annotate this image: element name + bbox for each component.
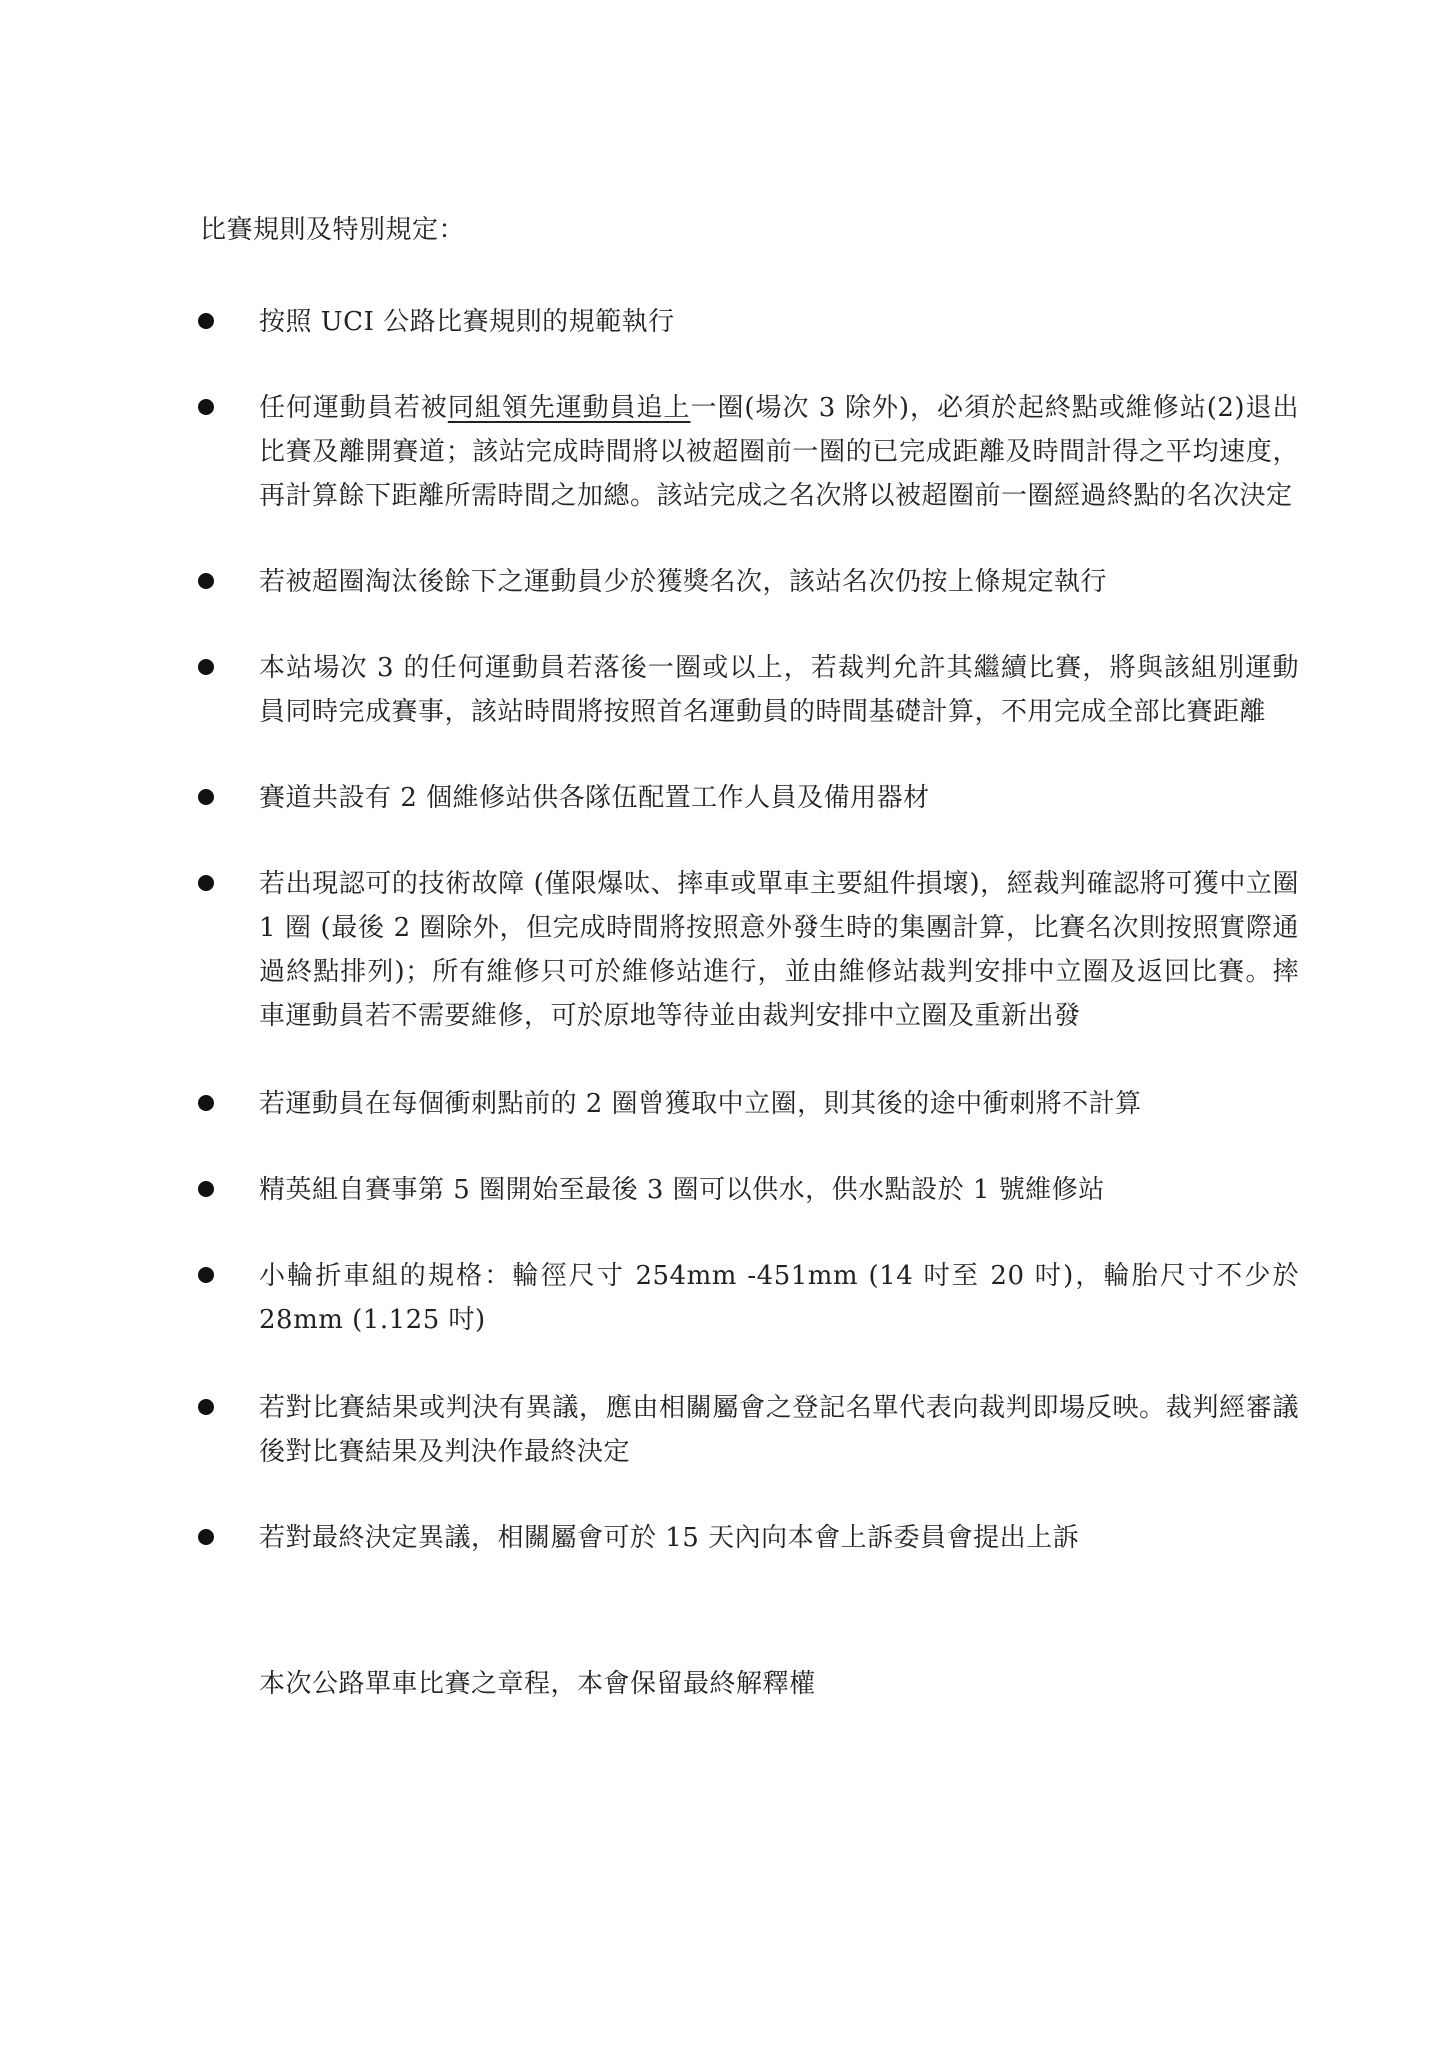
- bullet-icon: [198, 573, 214, 589]
- rule-text: [259, 386, 1299, 518]
- bullet-icon: [198, 1181, 214, 1197]
- bullet-icon: [198, 789, 214, 805]
- rule-text: 本站場次 3 的任何運動員若落後一圈或以上，若裁判允許其繼續比賽，將與該組別運動員同時完成賽事，該站時間將按照首名運動員的時間基礎計算，不用完成全部比賽距離: [259, 653, 1299, 727]
- rule-text: 若運動員在每個衝刺點前的 2 圈曾獲取中立圈，則其後的途中衝刺將不計算: [259, 1089, 1142, 1119]
- rule-text-pre: 任何運動員若被: [259, 393, 448, 423]
- bullet-icon: [198, 1399, 214, 1415]
- closing-statement: 本次公路單車比賽之章程，本會保留最終解釋權: [259, 1669, 816, 1699]
- rule-text: 賽道共設有 2 個維修站供各隊伍配置工作人員及備用器材: [259, 783, 930, 813]
- rule-text: 若被超圈淘汰後餘下之運動員少於獲獎名次，該站名次仍按上條規定執行: [259, 567, 1108, 597]
- rule-text: 按照 UCI 公路比賽規則的規範執行: [259, 307, 675, 337]
- rule-text: 小輪折車組的規格：輪徑尺寸 254mm -451mm (14 吋至 20 吋)，輪胎尺寸不少於 28mm (1.125 吋): [259, 1261, 1299, 1335]
- rule-text: 若出現認可的技術故障 (僅限爆呔、摔車或單車主要組件損壞)，經裁判確認將可獲中立圈 1 圈 (最後 2 圈除外，但完成時間將按照意外發生時的集團計算，比賽名次則按照實際通過終點排列)；所有維修只可於維修站進行，並由維修站裁判安排中立圈及返回比賽。摔車運動員若不需要維修，可於原地等待並由裁判安排中立圈及重新出發: [259, 869, 1299, 1031]
- rule-text-post: 一圈(場次 3 除外)，必須於起終點或維修站(2)退出比賽及離開賽道；該站完成時間將以被超圈前一圈的已完成距離及時間計得之平均速度，再計算餘下距離所需時間之加總。該站完成之名次將以被超圈前一圈經過終點的名次決定: [259, 393, 1299, 511]
- rule-text-underlined: 同組領先運動員追上: [447, 393, 691, 423]
- rule-text: 精英組自賽事第 5 圈開始至最後 3 圈可以供水，供水點設於 1 號維修站: [259, 1175, 1105, 1205]
- rule-text: 若對最終決定異議，相關屬會可於 15 天內向本會上訴委員會提出上訴: [259, 1523, 1080, 1553]
- bullet-icon: [198, 875, 214, 891]
- bullet-icon: [198, 1095, 214, 1111]
- bullet-icon: [198, 1529, 214, 1545]
- bullet-icon: [198, 313, 214, 329]
- bullet-icon: [198, 659, 214, 675]
- bullet-icon: [198, 1267, 214, 1283]
- section-heading: 比賽規則及特別規定：: [200, 215, 466, 245]
- rule-text: 若對比賽結果或判決有異議，應由相關屬會之登記名單代表向裁判即場反映。裁判經審議後對比賽結果及判決作最終決定: [259, 1393, 1299, 1467]
- bullet-icon: [198, 399, 214, 415]
